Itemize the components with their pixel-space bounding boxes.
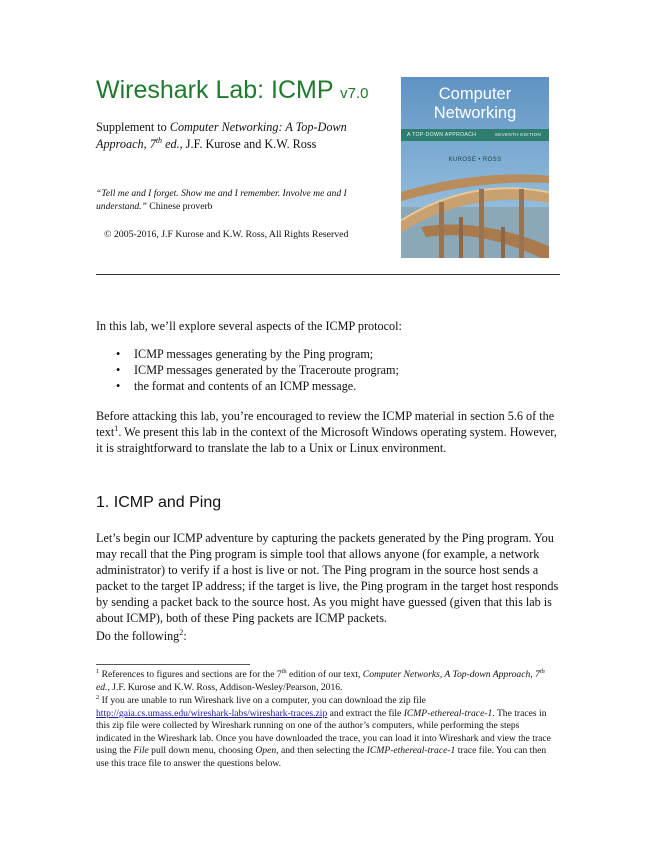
list-item-text: ICMP messages generated by the Traceroute program;	[134, 363, 399, 377]
fn2-file2: ICMP-ethereal-trace-1	[366, 745, 456, 756]
cover-edition: SEVENTH EDITION	[494, 132, 541, 137]
fn1-a: References to figures and sections are for the 7	[99, 669, 282, 680]
footnote-2	[96, 695, 556, 770]
footnote-divider	[96, 664, 250, 665]
quote	[96, 187, 396, 213]
fn2-d: pull down menu, choosing	[148, 745, 256, 756]
footnote-ref-1[interactable]: 1	[114, 423, 119, 433]
do-following	[96, 628, 564, 644]
list-item	[116, 346, 556, 362]
bullet-glyph: •	[116, 363, 121, 377]
fn1-c: J.F. Kurose and K.W. Ross, Addison-Wesley/Pearson, 2016.	[109, 681, 343, 693]
cover-title-line2: Networking	[433, 104, 517, 122]
book-title-suffix: ed.,	[162, 137, 183, 151]
book-title-text: Computer Networking: A Top-Down Approach, 7	[96, 120, 347, 151]
title-text: Wireshark Lab: ICMP	[96, 76, 334, 104]
fn1-book-sup: th	[539, 667, 545, 675]
book-title-sup: th	[155, 135, 163, 145]
fn2-e: , and then selecting the	[276, 745, 367, 756]
intro-para-b: . We present this lab in the context of the Microsoft Windows operating system. However, it is straightforward to translate the lab to a Unix or Linux environment.	[96, 425, 557, 455]
cover-band	[401, 129, 549, 141]
fn2-c: . The traces in this zip file were collected by Wireshark running on one of the author’s computers, while performing the steps indicated in the Wireshark lab. Once you have downloaded the trace, you can load it into Wireshark and view the trace using the	[96, 707, 551, 756]
list-item-text: the format and contents of an ICMP message.	[134, 379, 357, 393]
fn1-book-end: ed.,	[96, 681, 110, 693]
book-cover-image	[401, 77, 549, 258]
fn2-b: and extract the file	[327, 707, 404, 719]
do-following-colon: :	[183, 629, 187, 643]
traces-zip-link[interactable]: http://gaia.cs.umass.edu/wireshark-labs/wireshark-traces.zip	[96, 707, 328, 719]
footnote-1-number: 1	[96, 667, 100, 675]
section-paragraph: Let’s begin our ICMP adventure by capturing the packets generated by the Ping program. You may recall that the Ping program is simple tool that allows anyone (for example, a network administrator) to verify if a host is live or not. The Ping program in the source host sends a packet to the target IP address; if the target is live, the Ping program in the target host responds by sending a packet back to the source host. As you might have guessed (given that this lab is about ICMP), both of these Ping packets are ICMP packets.	[96, 531, 559, 625]
quote-source: Chinese proverb	[146, 201, 213, 212]
intro-bullet-list	[116, 346, 556, 394]
do-following-text: Do the following	[96, 629, 180, 643]
cover-title-line1: Computer	[438, 85, 512, 103]
fn1-b: edition of our text,	[286, 669, 363, 680]
cover-subtitle: A TOP-DOWN APPROACH	[407, 132, 477, 138]
page-title	[96, 76, 368, 105]
list-item	[116, 378, 556, 394]
intro-para-a: Before attacking this lab, you’re encouraged to review the ICMP material in section 5.6 of the text	[96, 409, 555, 439]
copyright: © 2005-2016, J.F Kurose and K.W. Ross, All Rights Reserved	[104, 229, 349, 240]
intro-paragraph	[96, 408, 564, 456]
supplement-prefix: Supplement to	[96, 120, 170, 134]
fn2-a: If you are unable to run Wireshark live on a computer, you can download the zip file	[99, 695, 426, 706]
fn1-sup: th	[281, 667, 287, 675]
fn2-menu: File	[133, 745, 149, 756]
version-label: v7.0	[340, 85, 369, 102]
quote-text: “Tell me and I forget. Show me and I remember. Involve me and I understand.”	[96, 188, 347, 212]
fn2-open: Open	[255, 745, 277, 756]
footnote-ref-2[interactable]: 2	[179, 627, 184, 637]
section-heading: 1. ICMP and Ping	[96, 494, 222, 511]
footnote-2-number: 2	[96, 693, 100, 701]
cover-title	[401, 85, 549, 123]
cover-authors: KUROSE • ROSS	[448, 157, 502, 163]
list-item	[116, 362, 556, 378]
bullet-glyph: •	[116, 347, 121, 361]
bullet-glyph: •	[116, 379, 121, 393]
fn1-book-text: Computer Networks, A Top-down Approach, 7	[362, 669, 540, 680]
intro-text: In this lab, we’ll explore several aspects of the ICMP protocol:	[96, 319, 402, 333]
list-item-text: ICMP messages generating by the Ping program;	[134, 347, 374, 361]
header-divider	[96, 274, 560, 275]
footnote-1	[96, 669, 556, 694]
fn2-f: trace file. You can then use this trace file to answer the questions below.	[96, 745, 547, 769]
supplement-authors: J.F. Kurose and K.W. Ross	[182, 137, 317, 151]
supplement-text	[96, 119, 386, 153]
fn2-file: ICMP-ethereal-trace-1	[403, 707, 493, 719]
